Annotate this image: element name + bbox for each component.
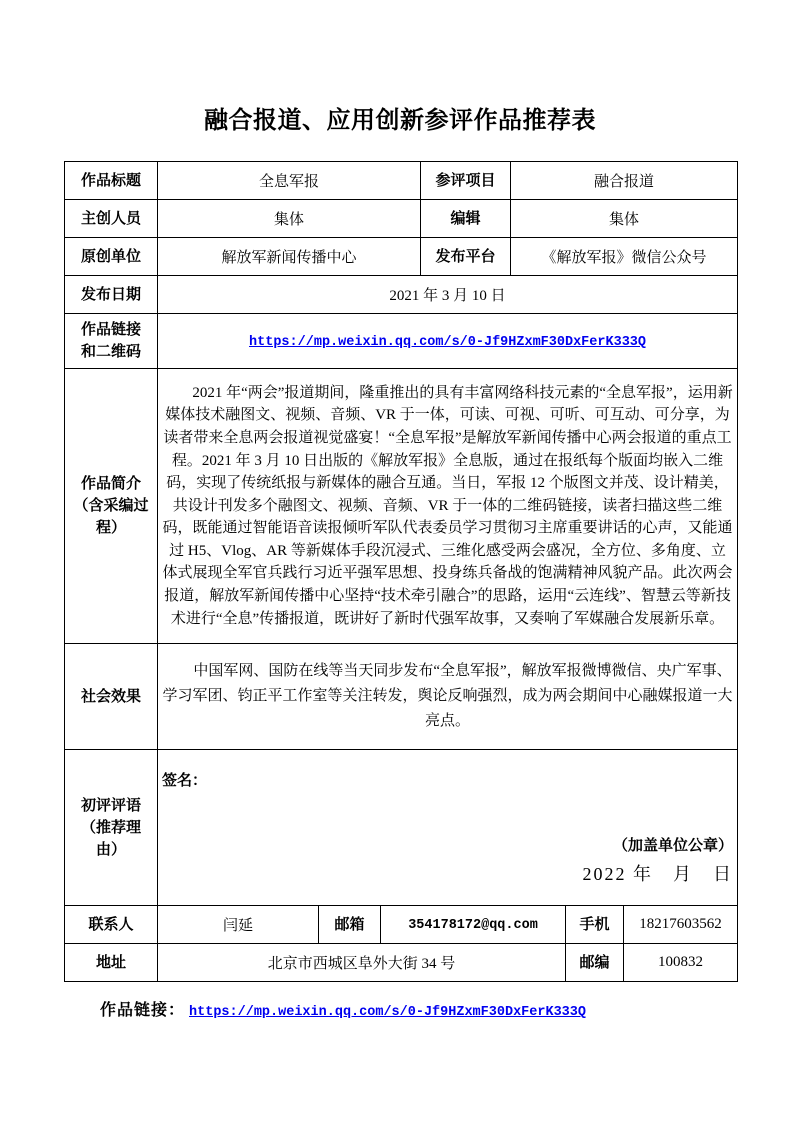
contact-label: 联系人 (65, 906, 158, 944)
summary-label-line2: （含采编过 (73, 498, 149, 514)
creators-label: 主创人员 (65, 200, 158, 238)
review-date-line: 2022 年 月 日 (582, 864, 734, 884)
contact-value: 闫延 (158, 906, 319, 944)
summary-label (65, 369, 158, 644)
row-review (65, 750, 738, 906)
row-summary (65, 369, 738, 644)
email-label: 邮箱 (319, 906, 381, 944)
creators-value: 集体 (158, 200, 421, 238)
work-link-label-line1: 作品链接 (80, 322, 141, 338)
postcode-value: 100832 (624, 944, 738, 982)
platform-value: 《解放军报》微信公众号 (511, 238, 738, 276)
recommendation-form-table (64, 161, 738, 982)
platform-label: 发布平台 (421, 238, 511, 276)
row-creators (65, 200, 738, 238)
work-title-value: 全息军报 (158, 162, 421, 200)
address-value: 北京市西城区阜外大街 34 号 (158, 944, 566, 982)
social-effect-text-cell (158, 644, 738, 750)
review-content-cell (158, 750, 738, 906)
editor-label: 编辑 (421, 200, 511, 238)
work-link-label (65, 314, 158, 369)
row-social-effect (65, 644, 738, 750)
work-link-cell (158, 314, 738, 369)
work-title-label: 作品标题 (65, 162, 158, 200)
entry-category-label: 参评项目 (421, 162, 511, 200)
review-label-line3: 由） (95, 841, 126, 858)
editor-value: 集体 (511, 200, 738, 238)
row-original-unit (65, 238, 738, 276)
signature-label: 签名： (162, 773, 208, 789)
email-value (381, 906, 566, 944)
footer-work-link-url[interactable]: https://mp.weixin.qq.com/s/0-Jf9HZxmF30DxFerK333Q (189, 1005, 586, 1020)
footer-work-link-label: 作品链接： (100, 1002, 186, 1019)
mobile-value: 18217603562 (624, 906, 738, 944)
publish-date-label: 发布日期 (65, 276, 158, 314)
page-title: 融合报道、应用创新参评作品推荐表 (204, 108, 596, 134)
row-contact (65, 906, 738, 944)
work-link-url[interactable]: https://mp.weixin.qq.com/s/0-Jf9HZxmF30DxFerK333Q (249, 334, 646, 350)
mobile-label: 手机 (566, 906, 624, 944)
review-label-line1: 初评评语 (80, 797, 141, 814)
original-unit-label: 原创单位 (65, 238, 158, 276)
row-work-link (65, 314, 738, 369)
summary-label-line1: 作品简介 (80, 476, 141, 492)
review-label-line2: （推荐理 (80, 819, 141, 836)
seal-note: （加盖单位公章） (613, 838, 734, 854)
row-address (65, 944, 738, 982)
footer-work-link-line (100, 997, 800, 1020)
social-effect-label: 社会效果 (65, 644, 158, 750)
postcode-label: 邮编 (566, 944, 624, 982)
row-work-title (65, 162, 738, 200)
summary-label-line3: 程） (95, 520, 126, 536)
email-value-text: 354178172@qq.com (408, 918, 538, 933)
address-label: 地址 (65, 944, 158, 982)
social-effect-text: 中国军网、国防在线等当天同步发布“全息军报”，解放军报微博微信、央广军事、学习军团、钧正平工作室等关注转发，舆论反响强烈，成为两会期间中心融媒报道一大亮点。 (162, 663, 733, 729)
row-publish-date (65, 276, 738, 314)
entry-category-value: 融合报道 (511, 162, 738, 200)
original-unit-value: 解放军新闻传播中心 (158, 238, 421, 276)
summary-text: 2021 年“两会”报道期间，隆重推出的具有丰富网络科技元素的“全息军报”，运用新媒体技术融图文、视频、音频、VR 于一体，可读、可视、可听、可互动、可分享，为读者带来全息两会报道视觉盛宴！“全息军报”是解放军新闻传播中心两会报道的重点工程。2021 年 3 月 10 日出版的《解放军报》全息版，通过在报纸每个版面均嵌入二维码，实现了传统纸报与新媒体的融合互通。当日，军报 12 个版图文并茂、设计精美，共设计刊发多个融图文、视频、音频、VR 于一体的二维码链接，读者扫描这些二维码，既能通过智能语音读报倾听军队代表委员学习贯彻习主席重要讲话的心声，又能通过 H5、Vlog、AR 等新媒体手段沉浸式、三维化感受两会盛况，全方位、多角度、立体式展现全军官兵践行习近平强军思想、投身练兵备战的饱满精神风貌产品。此次两会报道，解放军新闻传播中心坚持“技术牵引融合”的思路，运用“云连线”、智慧云等新技术进行“全息”传播报道，既讲好了新时代强军故事，又奏响了军媒融合发展新乐章。 (162, 384, 733, 627)
review-label (65, 750, 158, 906)
publish-date-value: 2021 年 3 月 10 日 (158, 276, 738, 314)
work-link-label-line2: 和二维码 (80, 344, 141, 360)
summary-text-cell (158, 369, 738, 644)
